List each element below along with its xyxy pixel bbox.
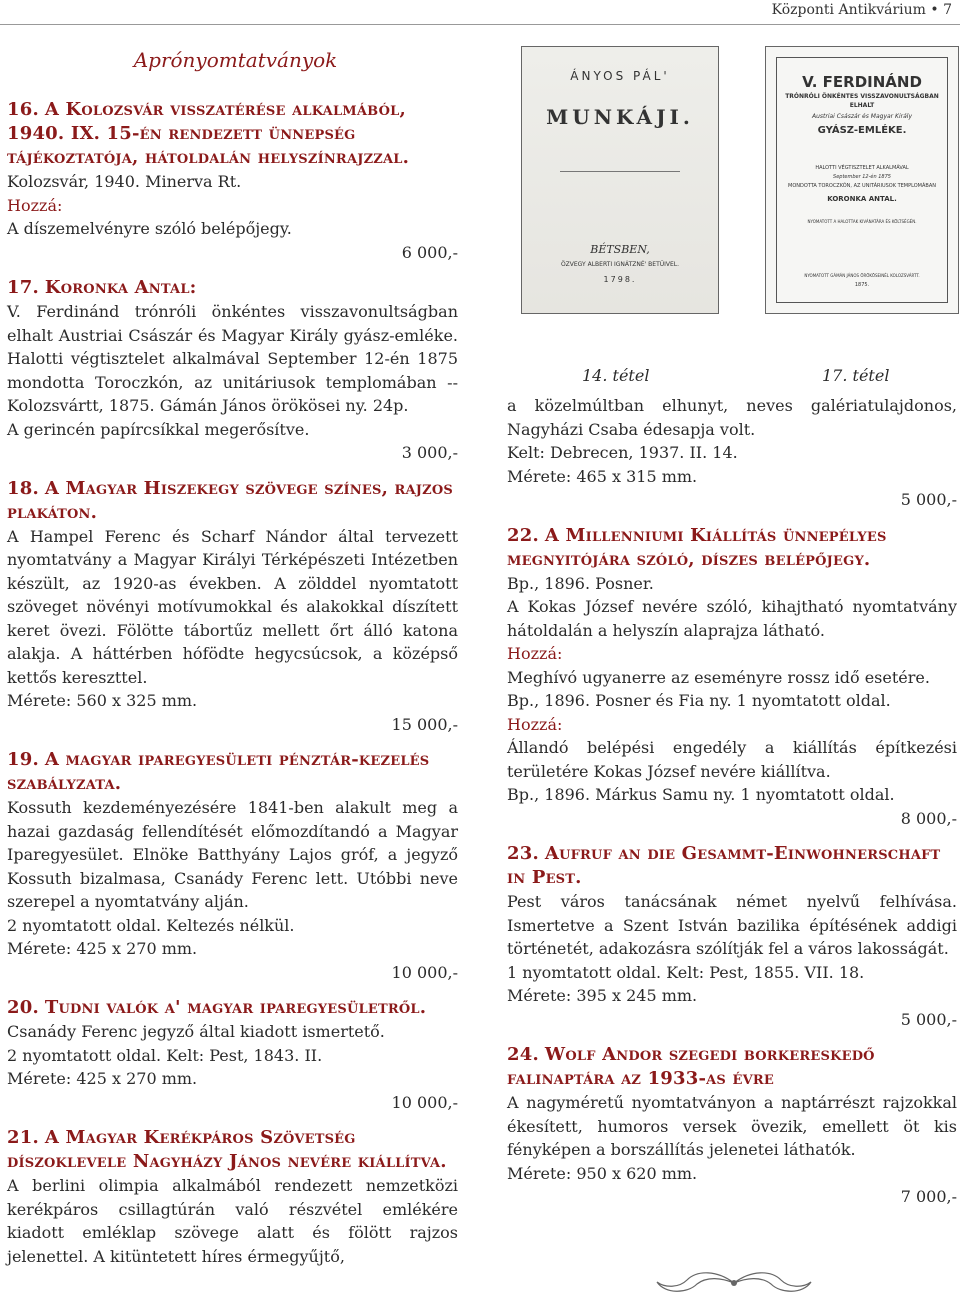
- item-description: Pest város tanácsának német nyelvű felhívása. Ismertetve a Szent István bazilika építésének addigi történetét, adakozásra szólítják fel a város lakosságát.: [507, 892, 957, 958]
- catalog-item-19: [7, 748, 458, 984]
- section-title: Aprónyomtatványok: [133, 48, 338, 72]
- item-note: 2 nyomtatott oldal. Keltezés nélkül.: [7, 915, 295, 935]
- item-size: Mérete: 950 x 620 mm.: [507, 1163, 698, 1183]
- item-title: 19. A magyar iparegyesületi pénztár-kezelés szabályzata.: [7, 749, 430, 794]
- catalog-item-18: [7, 477, 458, 737]
- catalog-item-21-continued: [507, 394, 957, 512]
- item-size: Mérete: 425 x 270 mm.: [7, 939, 198, 958]
- item-size: Mérete: 465 x 315 mm.: [507, 466, 698, 486]
- item-title: 20. Tudni valók a' magyar iparegyesületről.: [7, 997, 427, 1018]
- photo-strip: [507, 42, 957, 385]
- item-price: 7 000,-: [900, 1187, 957, 1206]
- item-publisher: Bp., 1896. Posner.: [507, 573, 654, 593]
- booklet-cover-photo: V. FERDINÁND TRÓNRÓLI ÖNKÉNTES VISSZAVONULTSÁGBAN ELHALT Austriai Császár és Magyar Király GYÁSZ-EMLÉKE. HALOTTI VÉGTISZTELET ALKALMÁVAL September 12-én 1875 MONDOTTA TOROCZKÓN, AZ UNITÁRIUSOK TEMPLOMÁBAN KORONKA ANTAL. NYOMATOTT A HALOTTAK KIVÁNATÁRA ÉS KÖLTSÉGÉN. NYOMATOTT GÁMÁN JÁNOS ÖRÖKÖSEINÉL KOLOZSVÁRTT. 1875.: [765, 46, 959, 314]
- item-price: 3 000,-: [401, 443, 458, 462]
- item-description: A berlini olimpia alkalmából rendezett nemzetközi kerékpáros csillagtúrán való részvétel emlékére kiadott emléklap szövege alatt és fölött rajzos jelenettel. A kitüntetett híres érmegyűjtő,: [7, 1176, 458, 1266]
- item-price: 15 000,-: [391, 714, 458, 734]
- catalog-item-23: [507, 842, 957, 1031]
- catalog-item-16: [7, 98, 458, 264]
- item-description: Állandó belépési engedély a kiállítás építkezési területére Kokas József nevére kiállítva.: [507, 738, 957, 781]
- hozza-label: Hozzá:: [507, 644, 563, 663]
- item-description: A nagyméretű nyomtatványon a naptárrészt rajzokkal ékesített, humoros versek övezik, emellett öt kis fényképen a borszállítás jelenetei láthatók.: [507, 1093, 957, 1159]
- catalog-item-17: [7, 276, 458, 465]
- item-note: A gerincén papírcsíkkal megerősítve.: [7, 419, 310, 439]
- right-column: [507, 42, 957, 1209]
- book-cover-photo: ÁNYOS PÁL' MUNKÁJI. BÉTSBEN, ÖZVEGY ALBERTI IGNÁTZNÉ' BETŰIVEL. 1798.: [521, 46, 719, 314]
- hozza-label: Hozzá:: [7, 195, 63, 215]
- item-title: 18. A Magyar Hiszekegy szövege színes, rajzos plakáton.: [7, 477, 453, 523]
- ornament-flourish: [647, 1268, 821, 1298]
- item-title: 16. A Kolozsvár visszatérése alkalmából, 1940. IX. 15-én rendezett ünnepség tájékoztatója, hátoldalán helyszínrajzzal.: [7, 99, 410, 168]
- item-note: A díszemelvényre szóló belépőjegy.: [7, 219, 292, 238]
- hozza-label: Hozzá:: [507, 714, 563, 734]
- catalog-item-20: [7, 996, 458, 1114]
- item-date: Kelt: Debrecen, 1937. II. 14.: [507, 443, 738, 462]
- item-price: 5 000,-: [900, 1009, 957, 1029]
- item-note: 1 nyomtatott oldal. Kelt: Pest, 1855. VII. 18.: [507, 962, 865, 982]
- item-note: 2 nyomtatott oldal. Kelt: Pest, 1843. II.: [7, 1045, 323, 1065]
- item-size: Mérete: 425 x 270 mm.: [7, 1069, 198, 1088]
- item-title: 17. Koronka Antal:: [7, 277, 197, 298]
- item-description: A Kokas József nevére szóló, kihajtható nyomtatvány hátoldalán a helyszín alaprajza látható.: [507, 597, 957, 640]
- item-title: 22. A Millenniumi Kiállítás ünnepélyes megnyitójára szóló, díszes belépőjegy.: [507, 524, 887, 570]
- item-description: a közelmúltban elhunyt, neves galériatulajdonos, Nagyházi Csaba édesapja volt.: [507, 396, 957, 439]
- item-price: 10 000,-: [391, 1092, 458, 1112]
- item-price: 8 000,-: [900, 808, 957, 828]
- running-header: Központi Antikvárium • 7: [771, 2, 952, 18]
- item-title: 21. A Magyar Kerékpáros Szövetség díszoklevele Nagyházy János nevére kiállítva.: [7, 1127, 447, 1172]
- item-note: Bp., 1896. Márkus Samu ny. 1 nyomtatott oldal.: [507, 785, 895, 804]
- item-size: Mérete: 395 x 245 mm.: [507, 986, 698, 1005]
- item-description: V. Ferdinánd trónróli önkéntes visszavonultságban elhalt Austriai Császár és Magyar Király gyász-emléke. Halotti végtisztelet alkalmával September 12-én 1875 mondotta Toroczkón, az unitáriusok templomában -- Kolozsvártt, 1875. Gámán János örökösei ny. 24p.: [7, 302, 458, 415]
- item-publisher: Kolozsvár, 1940. Minerva Rt.: [7, 172, 242, 191]
- photo-caption-2: 17. tétel: [822, 366, 890, 385]
- photo-caption-1: 14. tétel: [582, 366, 650, 385]
- item-note: Meghívó ugyanerre az eseményre rossz idő esetére.: [507, 667, 930, 687]
- left-column: [7, 40, 458, 1268]
- item-price: 10 000,-: [391, 962, 458, 982]
- item-description: A Hampel Ferenc és Scharf Nándor által tervezett nyomtatvány a Magyar Királyi Térképészeti Intézetben készült, az 1920-as években. A zölddel nyomtatott szöveget növényi motívumokkal és alakokkal díszített keret övezi. Fölötte tábortűz mellett őrt álló katona alakja. A háttérben hófödte hegycsúcsok, a középső kettős kereszttel.: [7, 526, 458, 687]
- catalog-item-21: [7, 1126, 458, 1268]
- catalog-item-22: [507, 524, 957, 831]
- item-title: 23. Aufruf an die Gesammt-Einwohnerschaft in Pest.: [507, 843, 941, 888]
- item-price: 6 000,-: [401, 242, 458, 262]
- header-rule: [0, 24, 960, 25]
- catalog-item-24: [507, 1043, 957, 1209]
- item-size: Mérete: 560 x 325 mm.: [7, 691, 198, 710]
- item-price: 5 000,-: [900, 490, 957, 509]
- item-description: Csanády Ferenc jegyző által kiadott ismertető.: [7, 1022, 385, 1041]
- item-description: Kossuth kezdeményezésére 1841-ben alakult meg a hazai gazdaság fellendítését előmozdítandó a Magyar Iparegyesület. Elnöke Batthyány Lajos gróf, a jegyző Kossuth bizalmasa, Csanády Ferenc lett. Utóbbi neve szerepel a nyomtatvány alján.: [7, 798, 458, 911]
- item-title: 24. Wolf Andor szegedi borkereskedő falinaptára az 1933-as évre: [507, 1044, 875, 1089]
- item-note: Bp., 1896. Posner és Fia ny. 1 nyomtatott oldal.: [507, 691, 891, 710]
